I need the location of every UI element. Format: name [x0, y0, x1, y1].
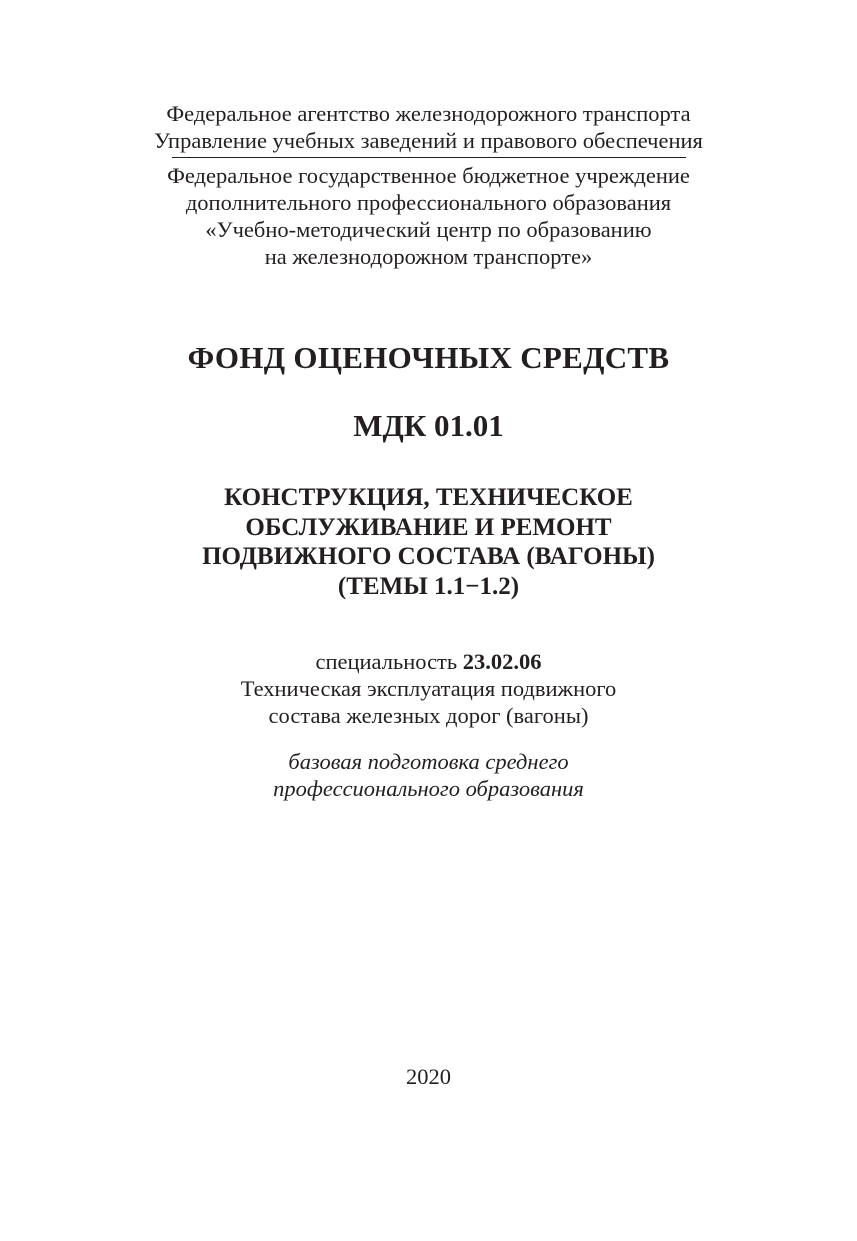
- level-line-2: профессионального образования: [273, 776, 584, 801]
- specialty-line: [0, 648, 857, 675]
- level-line-1: базовая подготовка среднего: [288, 749, 569, 774]
- specialty-name-line-1: Техническая эксплуатация подвижного: [240, 676, 617, 701]
- agency-name: Федеральное агентство железнодорожного транспорта: [166, 101, 691, 126]
- header-divider: [172, 157, 686, 158]
- document-title: ФОНД ОЦЕНОЧНЫХ СРЕДСТВ: [187, 340, 670, 375]
- subject-title: [0, 483, 857, 601]
- institution-line-1: Федеральное государственное бюджетное учреждение: [167, 163, 690, 188]
- specialty-code: 23.02.06: [462, 649, 542, 674]
- specialty-block: [0, 648, 857, 729]
- institution-line-4: на железнодорожном транспорте»: [264, 244, 593, 269]
- subject-line-4: (ТЕМЫ 1.1−1.2): [337, 572, 520, 600]
- course-code: МДК 01.01: [353, 408, 504, 443]
- header-block: [0, 100, 857, 270]
- subject-line-1: КОНСТРУКЦИЯ, ТЕХНИЧЕСКОЕ: [224, 484, 633, 511]
- specialty-label: специальность: [315, 649, 463, 674]
- subject-line-2: ОБСЛУЖИВАНИЕ И РЕМОНТ: [245, 513, 612, 541]
- institution-line-2: дополнительного профессионального образования: [185, 190, 672, 215]
- subject-line-3: ПОДВИЖНОГО СОСТАВА (ВАГОНЫ): [202, 543, 655, 570]
- specialty-name-line-2: состава железных дорог (вагоны): [268, 703, 589, 728]
- publication-year: 2020: [406, 1064, 451, 1089]
- institution-line-3: «Учебно-методический центр по образованию: [205, 217, 652, 242]
- education-level: [0, 748, 857, 802]
- department-name: Управление учебных заведений и правового обеспечения: [154, 128, 703, 153]
